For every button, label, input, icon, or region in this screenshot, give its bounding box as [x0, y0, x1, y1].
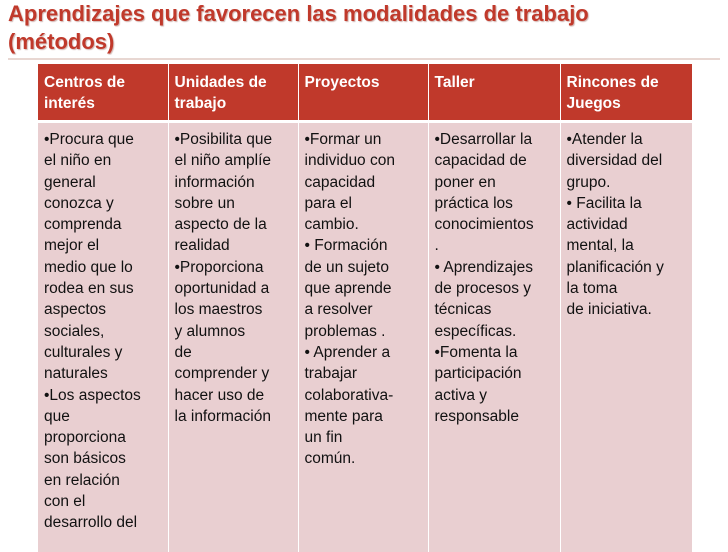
cell-text-line: •Los aspectos: [44, 386, 141, 404]
cell-text-line: de un sujeto: [304, 258, 389, 276]
cell-text-line: sobre un: [174, 194, 235, 212]
slide-title-line-2: (métodos): [8, 29, 115, 54]
cell-text-line: realidad: [174, 237, 230, 255]
cell-text-line: de iniciativa.: [566, 301, 652, 319]
cell-text-line: técnicas: [434, 301, 492, 319]
cell-text-line: y alumnos: [174, 322, 246, 340]
cell-text-line: poner en: [434, 173, 496, 191]
cell-text-line: de procesos y: [434, 280, 531, 298]
cell-text-line: conocimientos: [434, 216, 534, 234]
cell-rincones-de-juegos: [560, 122, 692, 552]
title-divider: [8, 58, 720, 60]
cell-text-line: •Procura que: [44, 131, 134, 148]
header-proyectos: Proyectos: [298, 64, 428, 122]
cell-text-line: naturales: [44, 365, 108, 383]
cell-text-line: planificación y: [566, 258, 664, 276]
cell-text-line: grupo.: [566, 173, 611, 191]
cell-text-line: proporciona: [44, 429, 126, 447]
cell-text-line: diversidad del: [566, 152, 663, 170]
cell-text-line: •Fomenta la: [434, 343, 518, 361]
cell-text-line: • Formación: [304, 237, 388, 255]
cell-text-line: trabajar: [304, 365, 358, 383]
header-centros-de-interes: Centros de interés: [38, 64, 168, 122]
cell-text-line: •Atender la: [566, 131, 643, 148]
cell-text-line: la toma: [566, 280, 618, 298]
cell-text-line: son básicos: [44, 450, 126, 468]
cell-text-line: problemas .: [304, 322, 386, 340]
cell-text-line: medio que lo: [44, 258, 133, 276]
cell-text-line: • Aprendizajes: [434, 258, 533, 276]
cell-centros-de-interes: [38, 122, 168, 552]
cell-text-line: •Desarrollar la: [434, 131, 533, 148]
cell-text-line: responsable: [434, 407, 519, 425]
cell-text-line: participación: [434, 365, 522, 383]
table-row: [38, 122, 692, 552]
cell-text-line: rodea en sus: [44, 280, 134, 298]
slide-title-line-1: Aprendizajes que favorecen las modalidades de trabajo: [8, 1, 589, 26]
cell-text-line: el niño en: [44, 152, 112, 170]
cell-text-line: comprenda: [44, 216, 122, 234]
cell-text-line: con el: [44, 493, 86, 511]
cell-text-line: .: [434, 237, 439, 255]
cell-text-line: un fin: [304, 429, 343, 447]
slide-title: [8, 0, 720, 56]
header-taller: Taller: [428, 64, 560, 122]
cell-text-line: a resolver: [304, 301, 373, 319]
cell-unidades-de-trabajo: [168, 122, 298, 552]
cell-text-line: específicas.: [434, 322, 517, 340]
cell-text-line: •Proporciona: [174, 258, 264, 276]
cell-text-line: general: [44, 173, 96, 191]
cell-text-line: común.: [304, 450, 356, 468]
cell-text-line: mente para: [304, 407, 383, 425]
cell-text-line: colaborativa-: [304, 386, 394, 404]
table-header-row: [38, 64, 692, 122]
cell-proyectos: [298, 122, 428, 552]
cell-text-line: en relación: [44, 471, 120, 489]
cell-text-line: culturales y: [44, 343, 123, 361]
cell-text-line: que aprende: [304, 280, 392, 298]
cell-text-line: aspectos: [44, 301, 107, 319]
cell-text-line: aspecto de la: [174, 216, 267, 234]
header-unidades-de-trabajo: Unidades de trabajo: [168, 64, 298, 122]
cell-text-line: desarrollo del: [44, 514, 138, 532]
cell-text-line: conozca y: [44, 194, 114, 212]
cell-text-line: capacidad de: [434, 152, 527, 170]
cell-text-line: de: [174, 343, 192, 361]
header-rincones-de-juegos: Rincones de Juegos: [560, 64, 692, 122]
cell-text-line: la información: [174, 407, 271, 425]
cell-text-line: cambio.: [304, 216, 359, 234]
cell-text-line: mental, la: [566, 237, 634, 255]
cell-text-line: los maestros: [174, 301, 263, 319]
cell-text-line: comprender y: [174, 365, 270, 383]
cell-text-line: para el: [304, 194, 352, 212]
cell-text-line: actividad: [566, 216, 628, 234]
cell-text-line: el niño amplíe: [174, 152, 272, 170]
cell-taller: [428, 122, 560, 552]
cell-text-line: información: [174, 173, 255, 191]
cell-text-line: oportunidad a: [174, 280, 270, 298]
cell-text-line: individuo con: [304, 152, 395, 170]
cell-text-line: • Facilita la: [566, 194, 642, 212]
cell-text-line: capacidad: [304, 173, 376, 191]
cell-text-line: sociales,: [44, 322, 105, 340]
cell-text-line: hacer uso de: [174, 386, 265, 404]
cell-text-line: que: [44, 407, 70, 425]
cell-text-line: •Formar un: [304, 131, 382, 148]
cell-text-line: •Posibilita que: [174, 131, 273, 148]
cell-text-line: práctica los: [434, 194, 513, 212]
methods-table: [38, 64, 692, 552]
cell-text-line: activa y: [434, 386, 488, 404]
cell-text-line: mejor el: [44, 237, 100, 255]
cell-text-line: • Aprender a: [304, 343, 391, 361]
